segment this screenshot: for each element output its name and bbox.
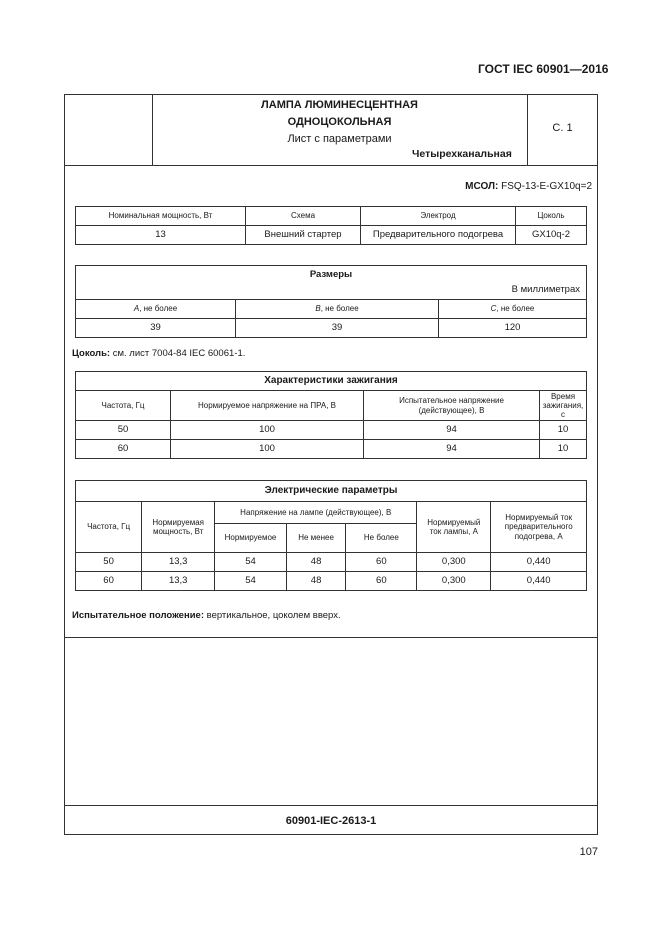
subtitle: Лист с параметрами	[287, 133, 392, 145]
el-r1-preheat: 0,440	[491, 553, 587, 572]
el-r2-preheat: 0,440	[491, 572, 587, 591]
value-power: 13	[76, 226, 246, 245]
el-r2-min: 48	[286, 572, 346, 591]
footer-code: 60901-IEC-2613-1	[285, 815, 377, 827]
dimensions-title-cell	[76, 266, 587, 300]
standard-id: ГОСТ IEC 60901—2016	[478, 62, 609, 76]
ign-r2-nominal: 100	[171, 440, 364, 459]
value-electrode: Предварительного подогрева	[361, 226, 516, 245]
el-r2-max: 60	[346, 572, 417, 591]
ign-r2-test: 94	[364, 440, 540, 459]
el-header-preheat: Нормируемый ток предварительного подогрева, А	[491, 502, 587, 553]
el-r1-power: 13,3	[142, 553, 215, 572]
dim-header-a: A, не более	[76, 300, 236, 319]
el-r2-current: 0,300	[417, 572, 491, 591]
ign-r1-nominal: 100	[171, 421, 364, 440]
test-position-note	[72, 610, 341, 621]
value-base: GX10q-2	[516, 226, 587, 245]
ignition-title: Характеристики зажигания	[76, 372, 587, 391]
lamp-type: Четырехканальная	[412, 148, 512, 160]
dim-value-a: 39	[76, 319, 236, 338]
ign-header-test-voltage: Испытательное напряжение (действующее), В	[364, 391, 540, 421]
el-header-power: Нормируемая мощность, Вт	[142, 502, 215, 553]
test-position-label: Испытательное положение:	[72, 610, 204, 621]
page-number: 107	[579, 846, 598, 858]
sheet-number: С. 1	[552, 122, 573, 134]
test-position-text: вертикальное, цоколем вверх.	[203, 610, 341, 621]
el-r1-max: 60	[346, 553, 417, 572]
el-r2-power: 13,3	[142, 572, 215, 591]
el-r1-current: 0,300	[417, 553, 491, 572]
ign-header-time: Время зажигания, с	[540, 391, 587, 421]
base-note	[72, 348, 245, 359]
ign-r2-time: 10	[540, 440, 587, 459]
base-note-text: см. лист 7004-84 IEC 60061-1.	[110, 348, 246, 359]
mcol-code	[440, 181, 592, 192]
header-bottom-line	[64, 165, 598, 166]
base-note-label: Цоколь:	[72, 348, 111, 359]
ign-header-nominal-voltage: Нормируемое напряжение на ПРА, В	[171, 391, 364, 421]
header-base: Цоколь	[516, 207, 587, 226]
dim-header-b: B, не более	[236, 300, 439, 319]
title-line2: ОДНОЦОКОЛЬНАЯ	[287, 116, 392, 128]
el-header-min: Не менее	[286, 524, 346, 553]
el-header-freq: Частота, Гц	[76, 502, 142, 553]
footer-line	[64, 805, 598, 806]
ign-header-freq: Частота, Гц	[76, 391, 171, 421]
ign-r2-freq: 60	[76, 440, 171, 459]
title-line1: ЛАМПА ЛЮМИНЕСЦЕНТНАЯ	[261, 99, 418, 111]
header-scheme: Схема	[246, 207, 361, 226]
el-r1-freq: 50	[76, 553, 142, 572]
ign-r1-time: 10	[540, 421, 587, 440]
el-r1-min: 48	[286, 553, 346, 572]
el-r2-nominal: 54	[215, 572, 287, 591]
dim-value-b: 39	[236, 319, 439, 338]
ign-r1-test: 94	[364, 421, 540, 440]
main-params-table	[75, 206, 587, 245]
dim-value-c: 120	[439, 319, 587, 338]
el-header-voltage-group: Напряжение на лампе (действующее), В	[215, 502, 417, 524]
ignition-table	[75, 371, 587, 459]
el-header-max: Не более	[346, 524, 417, 553]
value-scheme: Внешний стартер	[246, 226, 361, 245]
header-power: Номинальная мощность, Вт	[76, 207, 246, 226]
el-header-current: Нормируемый ток лампы, А	[417, 502, 491, 553]
lower-section-line	[64, 637, 598, 638]
dimensions-unit: В миллиметрах	[511, 284, 580, 296]
el-r1-nominal: 54	[215, 553, 287, 572]
dimensions-title: Размеры	[309, 269, 353, 280]
electrical-table	[75, 480, 587, 591]
el-header-nominal: Нормируемое	[215, 524, 287, 553]
header-electrode: Электрод	[361, 207, 516, 226]
mcol-value: FSQ-13-E-GX10q=2	[501, 181, 592, 192]
el-r2-freq: 60	[76, 572, 142, 591]
electrical-title: Электрические параметры	[76, 481, 587, 502]
dimensions-table	[75, 265, 587, 338]
dim-header-c: C, не более	[439, 300, 587, 319]
ign-r1-freq: 50	[76, 421, 171, 440]
mcol-label: МСОЛ:	[465, 181, 499, 192]
